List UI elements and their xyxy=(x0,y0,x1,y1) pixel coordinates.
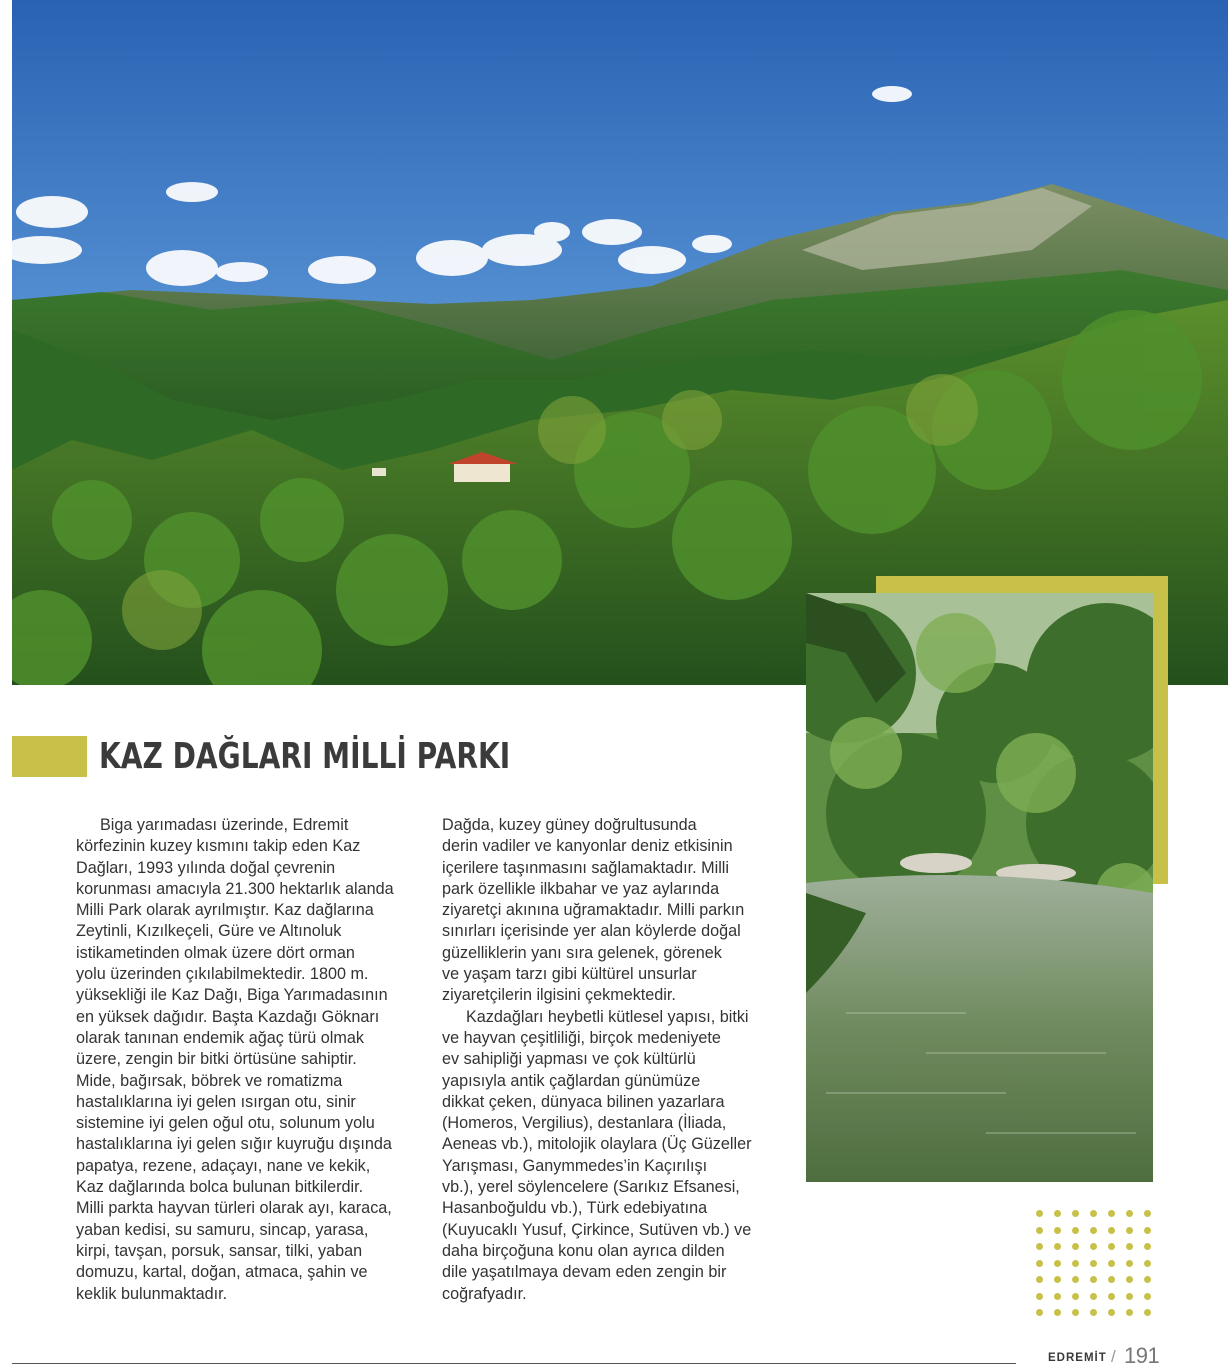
text-line: yaban kedisi, su samuru, sincap, yarasa, xyxy=(76,1220,369,1239)
page-number: 191 xyxy=(1124,1343,1160,1368)
text-line: yolu üzerinden çıkılabilmektedir. 1800 m. xyxy=(76,965,369,984)
decorative-dot xyxy=(1090,1260,1097,1267)
text-line: (Homeros, Vergilius), destanlara (İliada, xyxy=(442,1114,727,1133)
decorative-dot xyxy=(1072,1227,1079,1234)
footer-section-name: EDREMİT xyxy=(1048,1352,1107,1364)
decorative-dot xyxy=(1108,1293,1115,1300)
text-line: sistemine iyi gelen oğul otu, solunum yolu xyxy=(76,1114,375,1133)
text-line: (Kuyucaklı Yusuf, Çirkince, Sutüven vb.) ve xyxy=(442,1220,752,1239)
text-line: ziyaretçilerin ilgisini çekmektedir. xyxy=(442,986,676,1005)
decorative-dot xyxy=(1054,1309,1061,1316)
decorative-dot xyxy=(1036,1260,1043,1267)
text-line: içerilere taşınmasını sağlamaktadır. Milli xyxy=(442,858,729,877)
text-line: dikkat çeken, dünyaca bilinen yazarlara xyxy=(442,1092,725,1111)
decorative-dot xyxy=(1054,1293,1061,1300)
decorative-dot xyxy=(1090,1243,1097,1250)
text-line: domuzu, kartal, doğan, atmaca, şahin ve xyxy=(76,1263,368,1282)
decorative-dot xyxy=(1090,1227,1097,1234)
text-line: ziyaretçi akınına uğramaktadır. Milli parkın xyxy=(442,901,745,920)
decorative-dot xyxy=(1090,1210,1097,1217)
text-line: ve hayvan çeşitliliği, birçok medeniyete xyxy=(442,1028,721,1047)
decorative-dot xyxy=(1072,1293,1079,1300)
decorative-dot xyxy=(1036,1309,1043,1316)
decorative-dot xyxy=(1126,1276,1133,1283)
text-line: vb.), yerel söylencelere (Sarıkız Efsanesi, xyxy=(442,1178,740,1197)
article-title: KAZ DAĞLARI MİLLİ PARKI xyxy=(99,736,511,777)
text-line: Milli Park olarak ayrılmıştır. Kaz dağlarına xyxy=(76,901,374,920)
text-line: Kaz dağlarında bolca bulunan bitkilerdir. xyxy=(76,1178,364,1197)
decorative-dot xyxy=(1108,1210,1115,1217)
text-line: Milli parkta hayvan türleri olarak ayı, karaca, xyxy=(76,1199,392,1218)
text-line: körfezinin kuzey kısmını takip eden Kaz xyxy=(76,837,361,856)
text-line: yapısıyla antik çağlardan günümüze xyxy=(442,1071,701,1090)
decorative-dot xyxy=(1126,1260,1133,1267)
text-line: kirpi, tavşan, porsuk, sansar, tilki, yaban xyxy=(76,1241,363,1260)
decorative-dot xyxy=(1036,1227,1043,1234)
text-line: en yüksek dağıdır. Başta Kazdağı Göknarı xyxy=(76,1007,380,1026)
decorative-dot xyxy=(1090,1293,1097,1300)
text-line: Dağda, kuzey güney doğrultusunda xyxy=(442,816,697,834)
decorative-dot xyxy=(1036,1210,1043,1217)
text-line: Biga yarımadası üzerinde, Edremit xyxy=(100,816,349,834)
decorative-dot xyxy=(1144,1260,1151,1267)
text-line: güzelliklerin yanı sıra gelenek, görenek xyxy=(442,943,722,962)
decorative-dot xyxy=(1054,1227,1061,1234)
decorative-dot xyxy=(1126,1243,1133,1250)
decorative-dot xyxy=(1108,1243,1115,1250)
decorative-dot xyxy=(1108,1260,1115,1267)
text-line: keklik bulunmaktadır. xyxy=(76,1284,228,1303)
decorative-dot xyxy=(1108,1227,1115,1234)
text-line: coğrafyadır. xyxy=(442,1284,527,1303)
paragraph xyxy=(76,815,426,1305)
decorative-dot xyxy=(1072,1276,1079,1283)
text-line: park özellikle ilkbahar ve yaz aylarında xyxy=(442,879,720,898)
decorative-dot xyxy=(1126,1293,1133,1300)
decorative-dot xyxy=(1090,1276,1097,1283)
decorative-dot xyxy=(1054,1243,1061,1250)
decorative-dot-grid xyxy=(1036,1210,1156,1314)
text-line: korunması amacıyla 21.300 hektarlık alanda xyxy=(76,879,394,898)
text-line: ve yaşam tarzı gibi kültürel unsurlar xyxy=(442,965,697,984)
text-line: sınırları içerisinde yer alan köylerde doğal xyxy=(442,922,741,941)
text-line: Kazdağları heybetli kütlesel yapısı, bitki xyxy=(466,1007,749,1026)
text-line: yüksekliği ile Kaz Dağı, Biga Yarımadasının xyxy=(76,986,388,1005)
text-line: istikametinden olmak üzere dört orman xyxy=(76,943,355,962)
footer-rule xyxy=(12,1363,1016,1364)
text-line: derin vadiler ve kanyonlar deniz etkisinin xyxy=(442,837,733,856)
decorative-dot xyxy=(1036,1243,1043,1250)
decorative-dot xyxy=(1072,1309,1079,1316)
decorative-dot xyxy=(1144,1293,1151,1300)
decorative-dot xyxy=(1054,1260,1061,1267)
decorative-dot xyxy=(1126,1210,1133,1217)
paragraph xyxy=(442,1007,782,1305)
paragraph xyxy=(442,815,782,1007)
decorative-dot xyxy=(1144,1243,1151,1250)
text-line: Dağları, 1993 yılında doğal çevrenin xyxy=(76,858,336,877)
decorative-dot xyxy=(1126,1227,1133,1234)
text-line: Mide, bağırsak, böbrek ve romatizma xyxy=(76,1071,343,1090)
decorative-dot xyxy=(1126,1309,1133,1316)
decorative-dot xyxy=(1108,1276,1115,1283)
text-line: Zeytinli, Kızılkeçeli, Güre ve Altınoluk xyxy=(76,922,342,941)
decorative-dot xyxy=(1144,1210,1151,1217)
decorative-dot xyxy=(1072,1210,1079,1217)
text-line: Yarışması, Ganymmedes’in Kaçırılışı xyxy=(442,1156,708,1175)
river-photo xyxy=(806,593,1153,1182)
decorative-dot xyxy=(1144,1227,1151,1234)
decorative-dot xyxy=(1036,1293,1043,1300)
decorative-dot xyxy=(1072,1260,1079,1267)
decorative-dot xyxy=(1144,1276,1151,1283)
decorative-dot xyxy=(1036,1276,1043,1283)
text-line: olarak tanınan endemik ağaç türü olmak xyxy=(76,1028,364,1047)
decorative-dot xyxy=(1054,1210,1061,1217)
decorative-dot xyxy=(1144,1309,1151,1316)
decorative-dot xyxy=(1054,1276,1061,1283)
text-line: ev sahipliği yapması ve çok kültürlü xyxy=(442,1050,696,1069)
text-line: papatya, rezene, adaçayı, nane ve kekik, xyxy=(76,1156,371,1175)
decorative-dot xyxy=(1072,1243,1079,1250)
decorative-dot xyxy=(1108,1309,1115,1316)
right-text-column xyxy=(442,815,782,1305)
footer-separator: / xyxy=(1111,1347,1116,1366)
title-accent-bar xyxy=(12,736,87,777)
text-line: hastalıklarına iyi gelen sığır kuyruğu dışında xyxy=(76,1135,392,1154)
text-line: dile yaşatılmaya devam eden zengin bir xyxy=(442,1263,727,1282)
text-line: üzere, zengin bir bitki örtüsüne sahiptir. xyxy=(76,1050,357,1069)
text-line: hastalıklarına iyi gelen ısırgan otu, sinir xyxy=(76,1092,356,1111)
text-line: daha birçoğuna konu olan ayrıca dilden xyxy=(442,1241,725,1260)
text-line: Hasanboğuldu vb.), Türk edebiyatına xyxy=(442,1199,708,1218)
decorative-dot xyxy=(1090,1309,1097,1316)
left-text-column xyxy=(76,815,426,1305)
text-line: Aeneas vb.), mitolojik olaylara (Üç Güzeller xyxy=(442,1135,752,1154)
